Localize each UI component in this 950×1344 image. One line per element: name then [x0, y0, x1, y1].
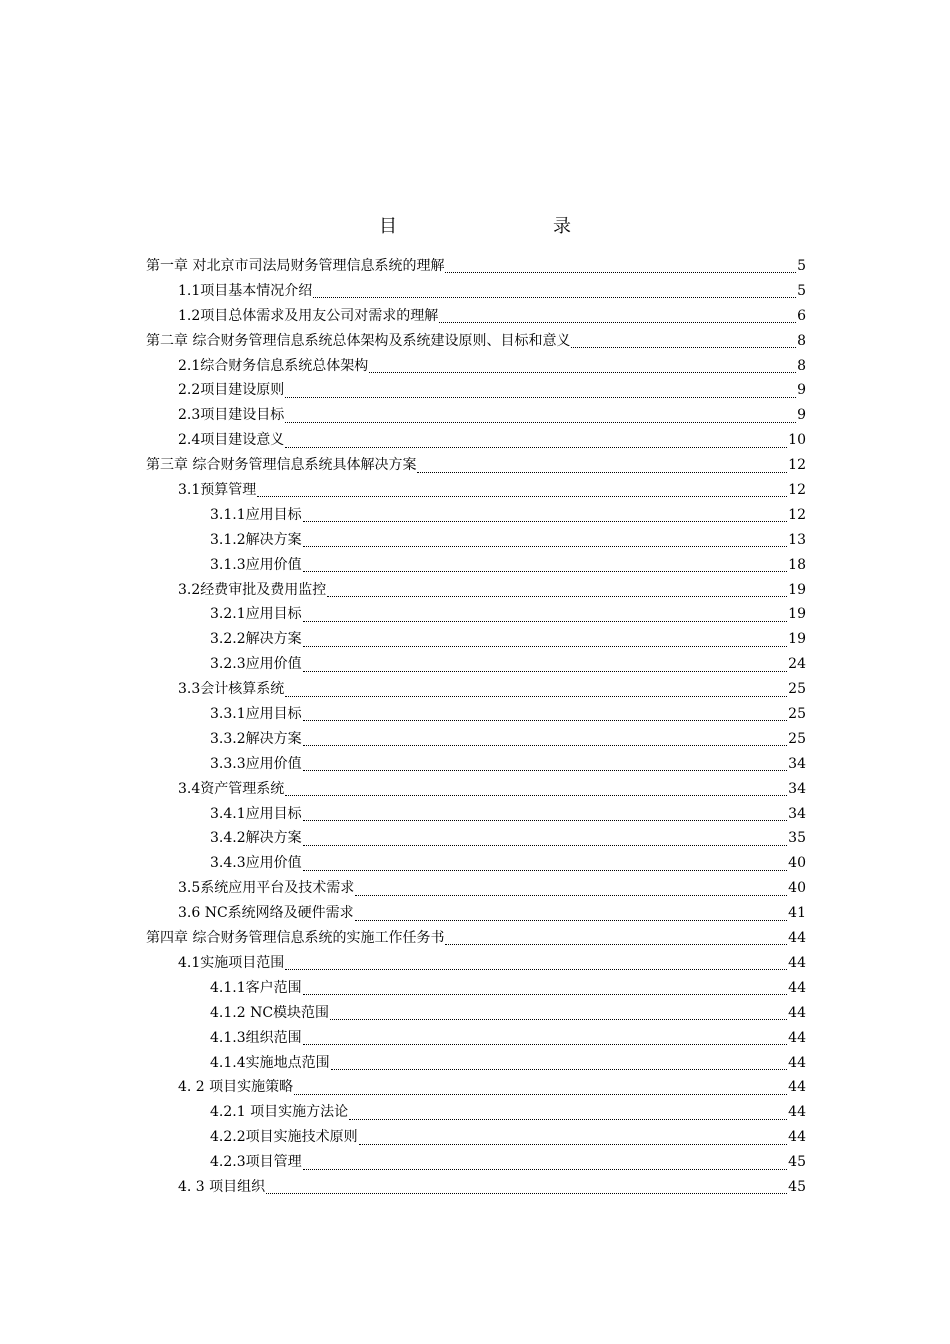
toc-entry[interactable]: [146, 851, 806, 876]
toc-leader-dots: [303, 819, 788, 821]
toc-entry-label: 4. 2 项目实施策略: [178, 1079, 294, 1096]
toc-entry-label: 3.4.1应用目标: [210, 805, 302, 822]
toc-entry-page-number: 9: [797, 407, 806, 424]
toc-entry[interactable]: [146, 1175, 806, 1200]
toc-entry-label: 3.1.3应用价值: [210, 556, 302, 573]
toc-leader-dots: [571, 346, 796, 348]
toc-entry-page-number: 44: [788, 954, 806, 971]
toc-entry[interactable]: [146, 702, 806, 727]
toc-entry-label: 3.3会计核算系统: [178, 681, 285, 698]
toc-leader-dots: [303, 1168, 788, 1170]
toc-leader-dots: [303, 844, 788, 846]
toc-entry-page-number: 34: [788, 805, 806, 822]
toc-entry-page-number: 44: [788, 1104, 806, 1121]
toc-entry-label: 3.4.3应用价值: [210, 855, 302, 872]
toc-entry-page-number: 44: [788, 1004, 806, 1021]
toc-leader-dots: [303, 545, 788, 547]
toc-entry[interactable]: [146, 777, 806, 802]
toc-entry[interactable]: [146, 951, 806, 976]
toc-entry-label: 3.2.1应用目标: [210, 606, 302, 623]
toc-leader-dots: [303, 645, 788, 647]
toc-entry-label: 第四章 综合财务管理信息系统的实施工作任务书: [146, 930, 445, 947]
toc-entry[interactable]: [146, 304, 806, 329]
toc-entry-label: 4.2.2项目实施技术原则: [210, 1129, 358, 1146]
toc-entry-page-number: 45: [788, 1178, 806, 1195]
toc-entry[interactable]: [146, 1150, 806, 1175]
toc-entry[interactable]: [146, 1075, 806, 1100]
toc-entry-page-number: 8: [797, 332, 806, 349]
toc-entry[interactable]: [146, 1100, 806, 1125]
toc-leader-dots: [257, 495, 787, 497]
toc-entry-label: 3.2.2解决方案: [210, 631, 302, 648]
toc-entry[interactable]: [146, 329, 806, 354]
toc-entry-label: 3.4.2解决方案: [210, 830, 302, 847]
toc-entry-page-number: 12: [788, 457, 806, 474]
toc-entry-page-number: 25: [788, 706, 806, 723]
toc-entry[interactable]: [146, 602, 806, 627]
toc-entry-label: 第二章 综合财务管理信息系统总体架构及系统建设原则、目标和意义: [146, 332, 571, 349]
toc-entry[interactable]: [146, 403, 806, 428]
toc-entry-label: 2.4项目建设意义: [178, 432, 285, 449]
toc-leader-dots: [303, 719, 788, 721]
toc-entry[interactable]: [146, 677, 806, 702]
toc-leader-dots: [285, 446, 787, 448]
toc-entry[interactable]: [146, 727, 806, 752]
toc-entry-page-number: 44: [788, 1129, 806, 1146]
toc-entry[interactable]: [146, 254, 806, 279]
toc-leader-dots: [445, 943, 787, 945]
toc-entry-page-number: 34: [788, 780, 806, 797]
toc-leader-dots: [303, 869, 788, 871]
toc-entry-label: 2.1综合财务信息系统总体架构: [178, 357, 369, 374]
toc-leader-dots: [285, 695, 787, 697]
toc-leader-dots: [303, 670, 788, 672]
toc-entry[interactable]: [146, 876, 806, 901]
toc-leader-dots: [445, 271, 796, 273]
toc-entry[interactable]: [146, 553, 806, 578]
toc-entry-page-number: 5: [797, 282, 806, 299]
toc-entry-page-number: 25: [788, 730, 806, 747]
toc-entry-label: 1.2项目总体需求及用友公司对需求的理解: [178, 307, 439, 324]
toc-entry[interactable]: [146, 826, 806, 851]
toc-entry-page-number: 10: [788, 432, 806, 449]
toc-entry[interactable]: [146, 578, 806, 603]
toc-entry-label: 第三章 综合财务管理信息系统具体解决方案: [146, 457, 417, 474]
toc-entry[interactable]: [146, 428, 806, 453]
toc-leader-dots: [285, 968, 787, 970]
toc-entry[interactable]: [146, 378, 806, 403]
toc-entry-label: 3.6 NC系统网络及硬件需求: [178, 905, 354, 922]
toc-entry[interactable]: [146, 1125, 806, 1150]
toc-entry-page-number: 25: [788, 681, 806, 698]
toc-entry-label: 4.1实施项目范围: [178, 954, 285, 971]
toc-entry[interactable]: [146, 478, 806, 503]
toc-entry-page-number: 44: [788, 930, 806, 947]
toc-entry-page-number: 5: [797, 258, 806, 274]
table-of-contents: [146, 254, 806, 1200]
toc-entry-page-number: 44: [788, 1029, 806, 1046]
toc-entry-page-number: 44: [788, 979, 806, 996]
toc-entry-label: 4.2.1 项目实施方法论: [210, 1104, 349, 1121]
toc-leader-dots: [303, 520, 788, 522]
toc-leader-dots: [294, 1093, 787, 1095]
toc-entry-label: 4.1.2 NC模块范围: [210, 1004, 330, 1021]
toc-leader-dots: [303, 769, 788, 771]
toc-leader-dots: [369, 371, 796, 373]
toc-entry-label: 2.3项目建设目标: [178, 407, 285, 424]
toc-entry-label: 1.1项目基本情况介绍: [178, 282, 313, 299]
toc-leader-dots: [327, 595, 787, 597]
toc-entry-page-number: 9: [797, 382, 806, 399]
toc-leader-dots: [359, 1143, 788, 1145]
toc-entry-page-number: 12: [788, 506, 806, 523]
toc-entry-label: 3.4资产管理系统: [178, 780, 285, 797]
toc-entry-label: 3.3.2解决方案: [210, 730, 302, 747]
toc-leader-dots: [285, 421, 796, 423]
toc-entry-label: 4. 3 项目组织: [178, 1178, 266, 1195]
toc-entry[interactable]: [146, 354, 806, 379]
toc-entry-label: 2.2项目建设原则: [178, 382, 285, 399]
toc-entry-page-number: 19: [788, 631, 806, 648]
toc-leader-dots: [266, 1192, 787, 1194]
toc-entry-page-number: 24: [788, 656, 806, 673]
toc-entry-page-number: 12: [788, 482, 806, 499]
toc-entry[interactable]: [146, 453, 806, 478]
toc-entry-label: 3.3.3应用价值: [210, 755, 302, 772]
toc-leader-dots: [331, 1068, 788, 1070]
toc-entry[interactable]: [146, 1051, 806, 1076]
toc-entry-label: 4.1.3组织范围: [210, 1029, 302, 1046]
toc-entry-page-number: 8: [797, 357, 806, 374]
toc-leader-dots: [349, 1118, 787, 1120]
toc-leader-dots: [303, 1043, 788, 1045]
toc-entry[interactable]: [146, 1001, 806, 1026]
toc-leader-dots: [303, 993, 788, 995]
toc-entry-page-number: 40: [788, 880, 806, 897]
toc-entry-label: 3.1.1应用目标: [210, 506, 302, 523]
toc-entry-label: 3.2经费审批及费用监控: [178, 581, 327, 598]
toc-entry-page-number: 35: [788, 830, 806, 847]
toc-leader-dots: [285, 396, 796, 398]
toc-entry-page-number: 34: [788, 755, 806, 772]
toc-leader-dots: [355, 894, 787, 896]
toc-entry-label: 第一章 对北京市司法局财务管理信息系统的理解: [146, 258, 445, 274]
toc-entry[interactable]: [146, 926, 806, 951]
toc-entry[interactable]: [146, 1026, 806, 1051]
toc-leader-dots: [285, 794, 787, 796]
toc-entry[interactable]: [146, 652, 806, 677]
toc-entry-page-number: 40: [788, 855, 806, 872]
toc-entry[interactable]: [146, 528, 806, 553]
toc-entry[interactable]: [146, 627, 806, 652]
toc-entry[interactable]: [146, 752, 806, 777]
toc-entry-page-number: 6: [797, 307, 806, 324]
toc-entry[interactable]: [146, 802, 806, 827]
toc-entry[interactable]: [146, 279, 806, 304]
toc-entry-label: 3.5系统应用平台及技术需求: [178, 880, 355, 897]
toc-entry-label: 3.1预算管理: [178, 482, 257, 499]
toc-entry-label: 3.2.3应用价值: [210, 656, 302, 673]
toc-leader-dots: [330, 1018, 787, 1020]
toc-entry-page-number: 13: [788, 531, 806, 548]
toc-entry-page-number: 44: [788, 1054, 806, 1071]
toc-leader-dots: [313, 296, 796, 298]
toc-entry-label: 4.1.4实施地点范围: [210, 1054, 330, 1071]
toc-leader-dots: [355, 919, 787, 921]
toc-entry-page-number: 19: [788, 581, 806, 598]
toc-leader-dots: [417, 471, 787, 473]
toc-leader-dots: [439, 321, 796, 323]
toc-entry[interactable]: [146, 503, 806, 528]
toc-entry-page-number: 18: [788, 556, 806, 573]
toc-entry-page-number: 45: [788, 1154, 806, 1171]
toc-leader-dots: [303, 744, 788, 746]
toc-entry-label: 3.1.2解决方案: [210, 531, 302, 548]
toc-entry[interactable]: [146, 901, 806, 926]
toc-entry-page-number: 44: [788, 1079, 806, 1096]
toc-entry-page-number: 19: [788, 606, 806, 623]
toc-entry-label: 4.1.1客户范围: [210, 979, 302, 996]
toc-entry-page-number: 41: [788, 905, 806, 922]
toc-title: 目 录: [379, 216, 611, 237]
toc-entry[interactable]: [146, 976, 806, 1001]
toc-entry-label: 3.3.1应用目标: [210, 706, 302, 723]
toc-entry-label: 4.2.3项目管理: [210, 1154, 302, 1171]
toc-leader-dots: [303, 570, 788, 572]
toc-leader-dots: [303, 620, 788, 622]
